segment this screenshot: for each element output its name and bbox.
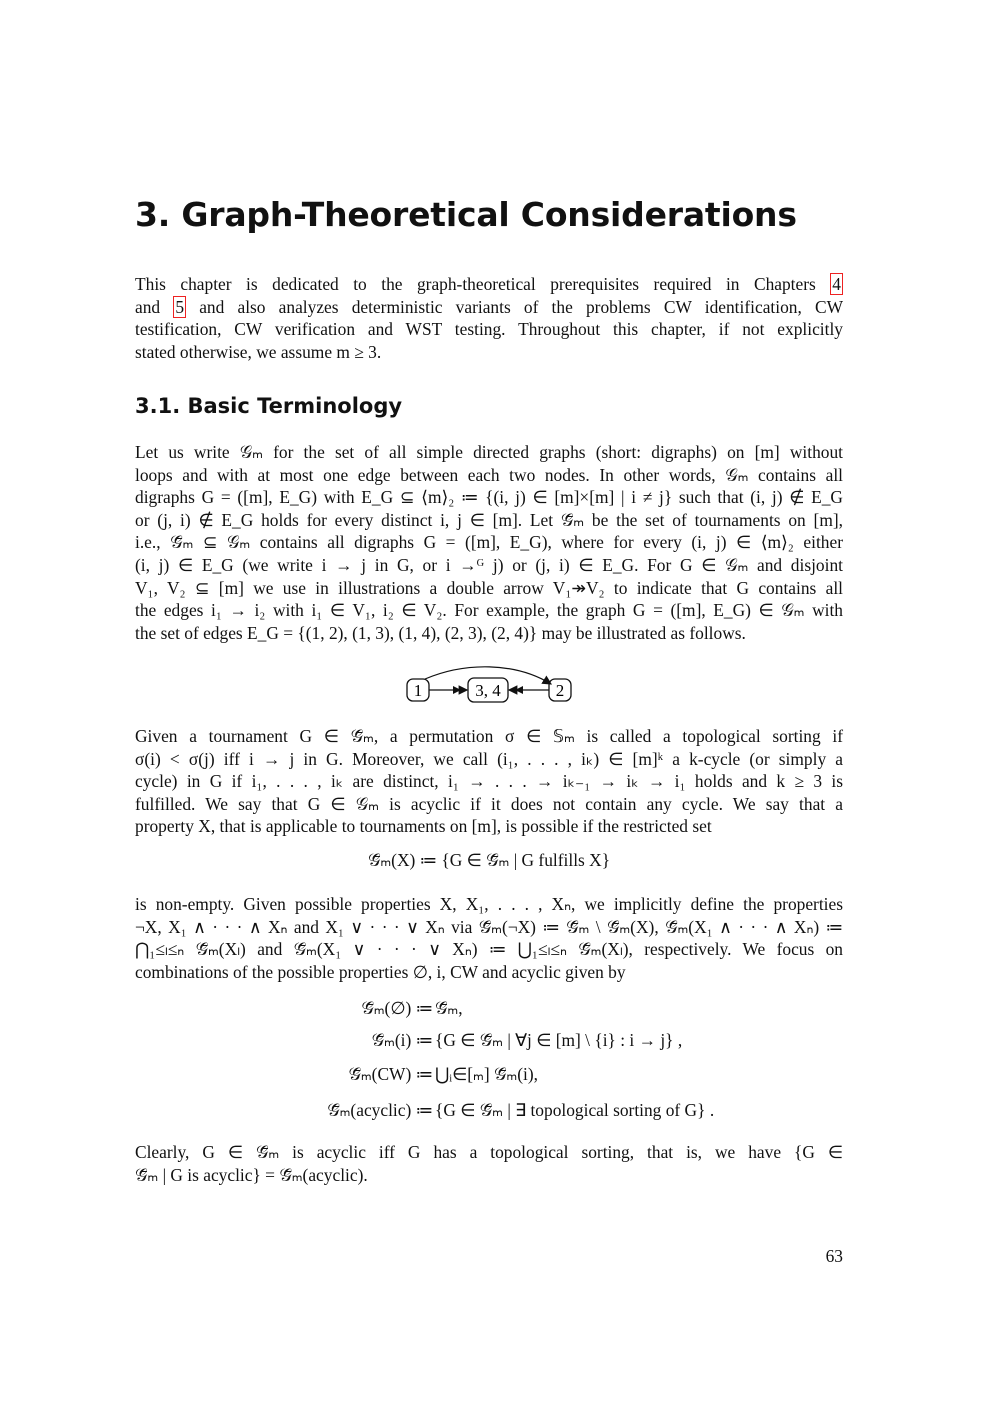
text-line: is non-empty. Given possible properties X, X₁, . . . , Xₙ, we implicitly define the properties [135,894,843,914]
definition-lhs: 𝒢̄ₘ(i) ≔ [371,1030,433,1050]
intro-paragraph [135,273,843,363]
intro-line-2: and 5 and also analyzes deterministic variants of the problems CW identification, CW [135,296,843,317]
text-line: σ(i) < σ(j) iff i → j in G. Moreover, we call (i₁, . . . , iₖ) ∈ [m]ᵏ a k-cycle (or simply a [135,748,843,769]
text-line: Let us write 𝒢ₘ for the set of all simple directed graphs (short: digraphs) on [m] without [135,442,843,462]
graph-node-3-4-label: 3, 4 [475,681,501,700]
definition-rhs: {G ∈ 𝒢̄ₘ | ∀j ∈ [m] \ {i} : i → j} , [435,1030,683,1050]
text-line: ¬X, X₁ ∧ · · · ∧ Xₙ and X₁ ∨ · · · ∨ Xₙ via 𝒢̄ₘ(¬X) ≔ 𝒢̄ₘ \ 𝒢̄ₘ(X), 𝒢̄ₘ(X₁ ∧ · · · ∧ Xₙ) ≔ [135,916,843,937]
intro-line-1: This chapter is dedicated to the graph-theoretical prerequisites required in Chapters 4 [135,274,841,294]
definition-row [135,1064,843,1094]
text-line: Given a tournament G ∈ 𝒢̄ₘ, a permutation σ ∈ 𝕊ₘ is called a topological sorting if [135,726,843,746]
definition-lhs: 𝒢̄ₘ(CW) ≔ [348,1064,433,1084]
text-line: fulfilled. We say that G ∈ 𝒢ₘ is acyclic if it does not contain any cycle. We say that a [135,793,843,814]
text-line: the set of edges E_G = {(1, 2), (1, 3), (1, 4), (2, 3), (2, 4)} may be illustrated as follows. [135,622,746,643]
definition-rhs: 𝒢̄ₘ, [435,998,463,1018]
text-line: property X, that is applicable to tournaments on [m], is possible if the restricted set [135,816,712,837]
text-line: loops and with at most one edge between each two nodes. In other words, 𝒢ₘ contains all [135,464,843,485]
page-number: 63 [825,1246,843,1266]
text-line: (i, j) ∈ E_G (we write i → j in G, or i →ᴳ j) or (j, i) ∈ E_G. For G ∈ 𝒢ₘ and disjoint [135,554,843,575]
restricted-set-equation: 𝒢̄ₘ(X) ≔ {G ∈ 𝒢̄ₘ | G fulfills X} [367,850,611,870]
graph-illustration [395,662,595,712]
definition-rhs: {G ∈ 𝒢̄ₘ | ∃ topological sorting of G} . [435,1100,715,1120]
text-line: or (j, i) ∉ E_G holds for every distinct i, j ∈ [m]. Let 𝒢̄ₘ be the set of tournaments on [m], [135,509,843,530]
properties-paragraph [135,893,843,983]
definition-row [135,998,843,1028]
definition-row [135,1030,843,1060]
definition-lhs: 𝒢̄ₘ(∅) ≔ [361,998,433,1018]
closing-paragraph [135,1141,843,1186]
text-line: i.e., 𝒢̄ₘ ⊆ 𝒢ₘ contains all digraphs G = ([m], E_G), where for every (i, j) ∈ ⟨m⟩₂ either [135,532,843,553]
graph-node-2-label: 2 [555,681,565,700]
definition-rhs: ⋃ᵢ∈[ₘ] 𝒢̄ₘ(i), [435,1064,539,1084]
text-line: digraphs G = ([m], E_G) with E_G ⊆ ⟨m⟩₂ ≔ {(i, j) ∈ [m]×[m] | i ≠ j} such that (i, j) ∉ E_G [135,487,843,508]
intro-line-4: stated otherwise, we assume m ≥ 3. [135,341,382,362]
text-line: cycle) in G if i₁, . . . , iₖ are distinct, i₁ → . . . → iₖ₋₁ → iₖ → i₁ holds and k ≥ 3 is [135,771,843,792]
definition-lhs: 𝒢̄ₘ(acyclic) ≔ [327,1100,433,1120]
tournament-paragraph [135,725,843,838]
intro-line-3: testification, CW verification and WST testing. Throughout this chapter, if not explicitly [135,319,843,340]
definition-row [135,1100,843,1130]
graph-node-1-label: 1 [413,681,423,700]
text-line: 𝒢̄ₘ | G is acyclic} = 𝒢̄ₘ(acyclic). [135,1164,368,1185]
chapter-4-link[interactable]: 4 [832,274,841,294]
chapter-5-link[interactable]: 5 [175,296,185,317]
text-line: Clearly, G ∈ 𝒢̄ₘ is acyclic iff G has a topological sorting, that is, we have {G ∈ [135,1142,843,1162]
text-line: the edges i₁ → i₂ with i₁ ∈ V₁, i₂ ∈ V₂. For example, the graph G = ([m], E_G) ∈ 𝒢ₘ with [135,600,843,621]
basic-terminology-paragraph [135,441,843,644]
text-line: combinations of the possible properties ∅, i, CW and acyclic given by [135,961,626,982]
text-line: ⋂₁≤ₗ≤ₙ 𝒢̄ₘ(Xₗ) and 𝒢̄ₘ(X₁ ∨ · · · ∨ Xₙ) ≔ ⋃₁≤ₗ≤ₙ 𝒢̄ₘ(Xₗ), respectively. We focus on [135,939,843,960]
chapter-title: 3. Graph-Theoretical Considerations [135,195,797,234]
section-title: 3.1. Basic Terminology [135,394,403,418]
text-line: V₁, V₂ ⊆ [m] we use in illustrations a double arrow V₁↠V₂ to indicate that G contains all [135,577,843,598]
